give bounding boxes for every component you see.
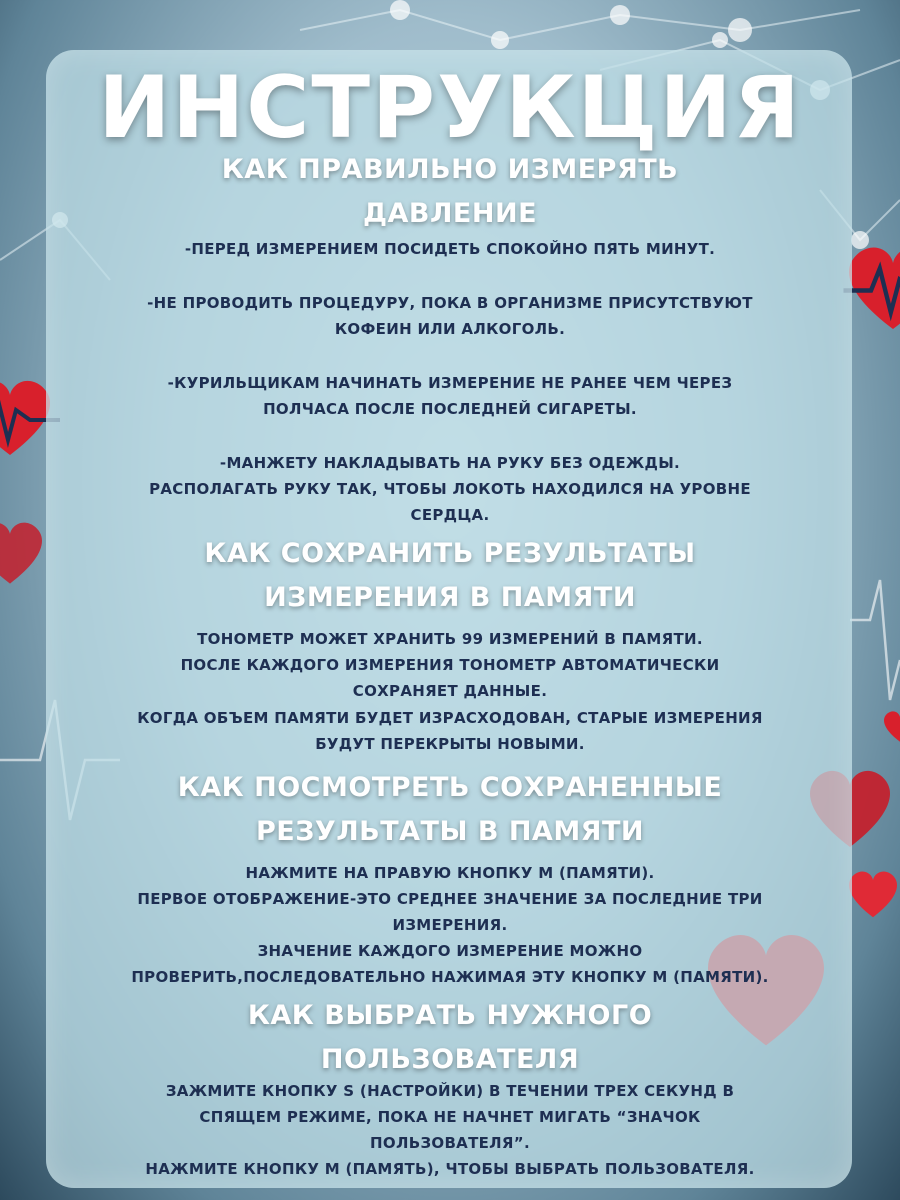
instruction-line: -КУРИЛЬЩИКАМ НАЧИНАТЬ ИЗМЕРЕНИЕ НЕ РАНЕЕ ЧЕМ ЧЕРЕЗ: [167, 374, 733, 392]
instruction-line: ПОЛЬЗОВАТЕЛЯ”.: [370, 1134, 530, 1152]
instruction-line: ПОЛЧАСА ПОСЛЕ ПОСЛЕДНЕЙ СИГАРЕТЫ.: [263, 400, 637, 418]
instruction-line: РАСПОЛАГАТЬ РУКУ ТАК, ЧТОБЫ ЛОКОТЬ НАХОДИЛСЯ НА УРОВНЕ: [149, 480, 751, 498]
instruction-line: ИЗМЕРЕНИЯ.: [392, 916, 508, 934]
instruction-line: -МАНЖЕТУ НАКЛАДЫВАТЬ НА РУКУ БЕЗ ОДЕЖДЫ.: [219, 454, 681, 472]
instruction-line: КОГДА ОБЪЕМ ПАМЯТИ БУДЕТ ИЗРАСХОДОВАН, СТАРЫЕ ИЗМЕРЕНИЯ: [137, 709, 763, 727]
section-heading: КАК СОХРАНИТЬ РЕЗУЛЬТАТЫ: [204, 538, 696, 569]
instruction-line: КОФЕИН ИЛИ АЛКОГОЛЬ.: [334, 320, 566, 338]
instruction-line: -ПЕРЕД ИЗМЕРЕНИЕМ ПОСИДЕТЬ СПОКОЙНО ПЯТЬ МИНУТ.: [184, 240, 716, 258]
page-title: ИНСТРУКЦИЯ: [98, 58, 802, 158]
instruction-line: -НЕ ПРОВОДИТЬ ПРОЦЕДУРУ, ПОКА В ОРГАНИЗМЕ ПРИСУТСТВУЮТ: [147, 294, 753, 312]
section-heading: КАК ПРАВИЛЬНО ИЗМЕРЯТЬ: [221, 154, 679, 185]
heart-icon: [0, 470, 50, 630]
instruction-line: ЗНАЧЕНИЕ КАЖДОГО ИЗМЕРЕНИЕ МОЖНО: [257, 942, 643, 960]
instruction-line: НАЖМИТЕ КНОПКУ M (ПАМЯТЬ), ЧТОБЫ ВЫБРАТЬ ПОЛЬЗОВАТЕЛЯ.: [145, 1160, 755, 1178]
instruction-line: ПОСЛЕ КАЖДОГО ИЗМЕРЕНИЯ ТОНОМЕТР АВТОМАТИЧЕСКИ: [180, 656, 720, 674]
instruction-line: СОХРАНЯЕТ ДАННЫЕ.: [352, 682, 548, 700]
instruction-line: БУДУТ ПЕРЕКРЫТЫ НОВЫМИ.: [315, 735, 585, 753]
instruction-line: ПЕРВОЕ ОТОБРАЖЕНИЕ-ЭТО СРЕДНЕЕ ЗНАЧЕНИЕ ЗА ПОСЛЕДНИЕ ТРИ: [137, 890, 763, 908]
instruction-line: СЕРДЦА.: [410, 506, 490, 524]
section-heading: ИЗМЕРЕНИЯ В ПАМЯТИ: [264, 582, 636, 613]
section-heading: КАК ВЫБРАТЬ НУЖНОГО: [247, 1000, 653, 1031]
instruction-line: СПЯЩЕМ РЕЖИМЕ, ПОКА НЕ НАЧНЕТ МИГАТЬ “ЗНАЧОК: [199, 1108, 701, 1126]
section-heading: ДАВЛЕНИЕ: [362, 198, 538, 229]
instruction-line: ПРОВЕРИТЬ,ПОСЛЕДОВАТЕЛЬНО НАЖИМАЯ ЭТУ КНОПКУ M (ПАМЯТИ).: [131, 968, 769, 986]
section-heading: ПОЛЬЗОВАТЕЛЯ: [320, 1044, 580, 1075]
instruction-line: ТОНОМЕТР МОЖЕТ ХРАНИТЬ 99 ИЗМЕРЕНИЙ В ПАМЯТИ.: [197, 630, 703, 648]
instruction-line: ЗАЖМИТЕ КНОПКУ S (НАСТРОЙКИ) В ТЕЧЕНИИ ТРЕХ СЕКУНД В: [165, 1082, 735, 1100]
heart-icon: [880, 700, 900, 750]
section-heading: РЕЗУЛЬТАТЫ В ПАМЯТИ: [256, 816, 644, 847]
instruction-line: НАЖМИТЕ НА ПРАВУЮ КНОПКУ M (ПАМЯТИ).: [245, 864, 655, 882]
section-heading: КАК ПОСМОТРЕТЬ СОХРАНЕННЫЕ: [177, 772, 723, 803]
